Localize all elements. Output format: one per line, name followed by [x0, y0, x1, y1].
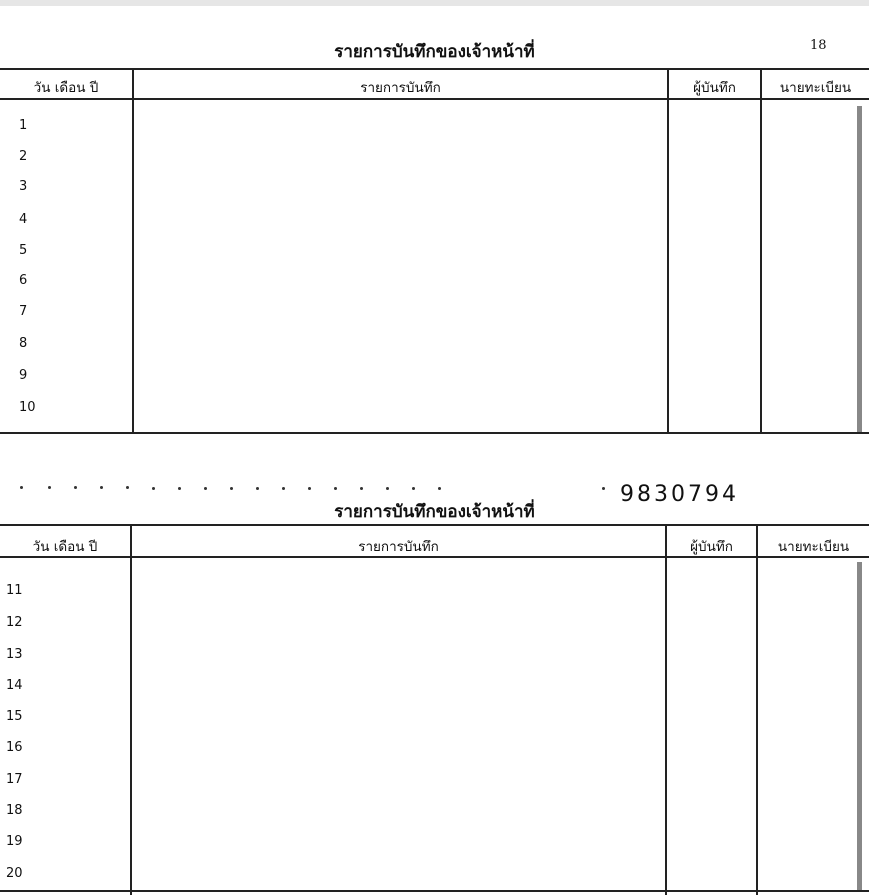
section1-header-entry: รายการบันทึก [360, 80, 441, 96]
section2-header-entry: รายการบันทึก [358, 539, 439, 555]
section1-header-rule [0, 98, 869, 100]
section2-row-number: 15 [6, 709, 23, 724]
section2-header-date: วัน เดือน ปี [32, 539, 98, 555]
section1-col-divider-1 [132, 68, 134, 434]
section2-col-divider-2 [665, 524, 667, 895]
section1-row-number: 1 [19, 118, 28, 133]
section2-row-number: 20 [6, 866, 23, 881]
section1-row-number: 6 [19, 273, 28, 288]
section1-header-recorder: ผู้บันทึก [693, 80, 736, 96]
section2-row-number: 14 [6, 678, 23, 693]
section1-row-number: 5 [19, 243, 28, 258]
section1-row-number: 2 [19, 149, 28, 164]
section2-title: รายการบันทึกของเจ้าหน้าที่ [334, 502, 535, 522]
section2-row-number: 16 [6, 740, 23, 755]
document-page [0, 6, 869, 895]
section1-col-divider-3 [760, 68, 762, 434]
section1-header-date: วัน เดือน ปี [33, 80, 99, 96]
section2-row-number: 19 [6, 834, 23, 849]
section2-header-registrar: นายทะเบียน [777, 539, 850, 555]
page-edge-shadow [857, 106, 862, 432]
page-edge-shadow [857, 562, 862, 890]
section1-bottom-rule [0, 432, 869, 434]
section1-title: รายการบันทึกของเจ้าหน้าที่ [334, 42, 535, 62]
section1-row-number: 10 [19, 400, 36, 415]
section1-header-registrar: นายทะเบียน [779, 80, 852, 96]
section1-top-rule [0, 68, 869, 70]
section1-row-number: 3 [19, 179, 28, 194]
section2-row-number: 17 [6, 772, 23, 787]
section1-row-number: 8 [19, 336, 28, 351]
section2-row-number: 11 [6, 583, 23, 598]
section2-row-number: 13 [6, 647, 23, 662]
serial-number: 9830794 [620, 482, 739, 502]
section1-row-number: 7 [19, 304, 28, 319]
section1-col-divider-2 [667, 68, 669, 434]
section2-row-number: 18 [6, 803, 23, 818]
section2-header-recorder: ผู้บันทึก [690, 539, 733, 555]
section1-row-number: 9 [19, 368, 28, 383]
section2-row-number: 12 [6, 615, 23, 630]
section2-col-divider-1 [130, 524, 132, 895]
section2-col-divider-3 [756, 524, 758, 895]
page-number: 18 [810, 38, 827, 53]
section1-row-number: 4 [19, 212, 28, 227]
